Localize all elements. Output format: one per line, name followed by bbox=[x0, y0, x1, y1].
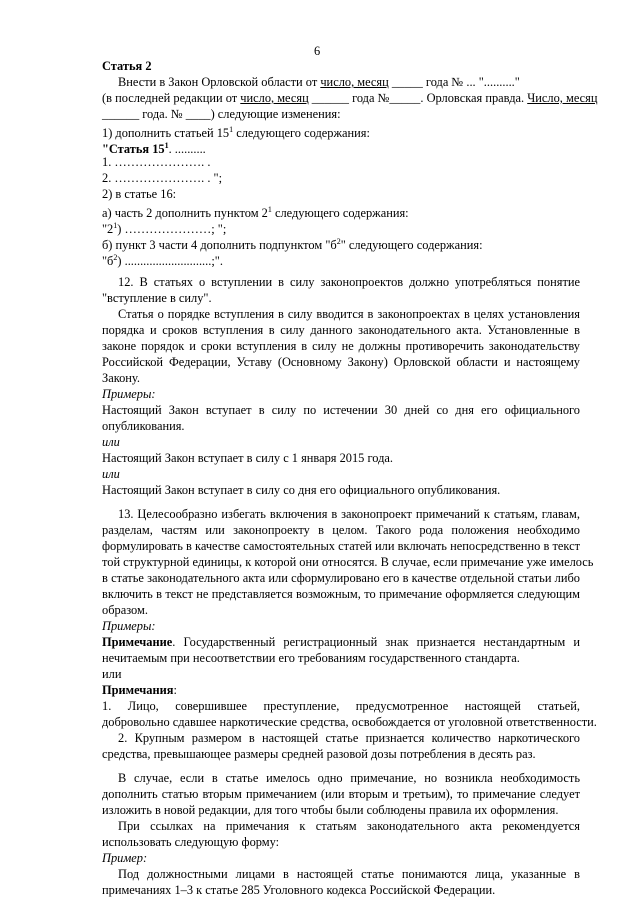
s13-line-6: включить в текст не представляется возможным, то примечание оформляется следующим bbox=[102, 587, 580, 601]
s13-line-1: 13. Целесообразно избегать включения в законопроект примечаний к статьям, главам, bbox=[118, 507, 580, 521]
s13-q-line-1: При ссылках на примечания к статьям законодательного акта рекомендуется bbox=[118, 819, 580, 833]
page-number: 6 bbox=[314, 44, 321, 58]
s13-line-5: в статье законодательного акта или сформулировано его в качестве отдельной статьи либо bbox=[102, 571, 580, 585]
s12-p2-line-1: Статья о порядке вступления в силу вводится в законопроектах в целях установления bbox=[118, 307, 580, 321]
s13-example-line-1: Под должностными лицами в настоящей статье понимаются лица, указанные в bbox=[118, 867, 580, 881]
s12-p2-line-5: Закону. bbox=[102, 371, 140, 385]
s13-line-7: образом. bbox=[102, 603, 148, 617]
article-2-title: Статья 2 bbox=[102, 59, 152, 73]
s12-p1-line-2: "вступление в силу". bbox=[102, 291, 212, 305]
s13-note-2-line-1: 2. Крупным размером в настоящей статье признается количество наркотического bbox=[118, 731, 580, 745]
article-2-line-1: Внести в Закон Орловской области от число, месяц _____ года № ... ".........." bbox=[118, 75, 520, 89]
s13-example-line-2: примечаниях 1–3 к статье 285 Уголовного кодекса Российской Федерации. bbox=[102, 883, 496, 897]
s12-p2-line-2: порядка и сроков вступления в силу данного законодательного акта. Установленные в bbox=[102, 323, 580, 337]
s12-example-3: Настоящий Закон вступает в силу со дня его официального опубликования. bbox=[102, 483, 501, 497]
item-2: 2) в статье 16: bbox=[102, 187, 177, 201]
s13-p-line-1: В случае, если в статье имелось одно примечание, но возникла необходимость bbox=[118, 771, 580, 785]
dots-line-2: 2. …………………. . "; bbox=[102, 171, 223, 185]
s13-example-label: Пример: bbox=[102, 851, 148, 865]
s13-note-line-2: нечитаемым при несоответствии его требованиям государственного стандарта. bbox=[102, 651, 520, 665]
s12-example-2: Настоящий Закон вступает в силу с 1 января 2015 года. bbox=[102, 451, 393, 465]
s13-line-2: разделам, частям или законопроекту в целом. Такого рода положения необходимо bbox=[102, 523, 580, 537]
item-2-b-quote: "$б^2$) ............................;". bbox=[102, 253, 223, 269]
s13-note-2-line-2: средства, превышающее размеры средней разовой дозы потребления в десять раз. bbox=[102, 747, 536, 761]
item-1: 1) дополнить статьей $15^1$ следующего содержания: bbox=[102, 125, 370, 141]
s12-p2-line-4: Российской Федерации, Уставу (Основному Закону) Орловской области и настоящему bbox=[102, 355, 580, 369]
s13-line-4: той структурной единицы, к которой они относятся. В случае, если примечание уже имелось bbox=[102, 555, 594, 569]
s13-note-line-1: Примечание. Государственный регистрационный знак признается нестандартным и bbox=[102, 635, 580, 649]
item-2-b: б) пункт 3 части 4 дополнить подпунктом "$б^2$" следующего содержания: bbox=[102, 237, 483, 253]
s12-examples-label: Примеры: bbox=[102, 387, 156, 401]
s12-or-2: или bbox=[102, 467, 120, 481]
s13-line-3: формулировать в качестве самостоятельных статей или включать непосредственно в текст bbox=[102, 539, 580, 553]
s13-p-line-3: изложить в новой редакции, для того чтобы были соблюдены правила их оформления. bbox=[102, 803, 559, 817]
s12-example-1-line-2: опубликования. bbox=[102, 419, 185, 433]
article-15-1-heading: "Статья $15^1$. .......... bbox=[102, 141, 206, 157]
article-2-line-3: ______ года. № ____) следующие изменения: bbox=[102, 107, 341, 121]
dots-line-1: 1. …………………. . bbox=[102, 155, 211, 169]
item-2-a-quote: "$2^1$) …………………; "; bbox=[102, 221, 227, 237]
s12-p1-line-1: 12. В статьях о вступлении в силу законопроектов должно употребляться понятие bbox=[118, 275, 580, 289]
s13-or: или bbox=[102, 667, 122, 681]
item-2-a: а) часть 2 дополнить пунктом $2^1$ следующего содержания: bbox=[102, 205, 409, 221]
s12-example-1-line-1: Настоящий Закон вступает в силу по истечении 30 дней со дня его официального bbox=[102, 403, 580, 417]
article-2-line-2: (в последней редакции от число, месяц ______ года №_____. Орловская правда. Число, месяц bbox=[102, 91, 598, 105]
s13-note-1-line-2: добровольно сдавшее наркотические средства, освобождается от уголовной ответственности. bbox=[102, 715, 597, 729]
s13-note-1-line-1: 1. Лицо, совершившее преступление, предусмотренное настоящей статьей, bbox=[102, 699, 580, 713]
s13-q-line-2: использовать следующую форму: bbox=[102, 835, 280, 849]
s13-examples-label: Примеры: bbox=[102, 619, 156, 633]
s12-p2-line-3: законе порядок и сроки вступления в силу не должны противоречить законодательству bbox=[102, 339, 580, 353]
s12-or-1: или bbox=[102, 435, 120, 449]
s13-notes-heading: Примечания: bbox=[102, 683, 177, 697]
s13-p-line-2: дополнить статью вторым примечанием (или вторым и третьим), то примечание следует bbox=[102, 787, 580, 801]
